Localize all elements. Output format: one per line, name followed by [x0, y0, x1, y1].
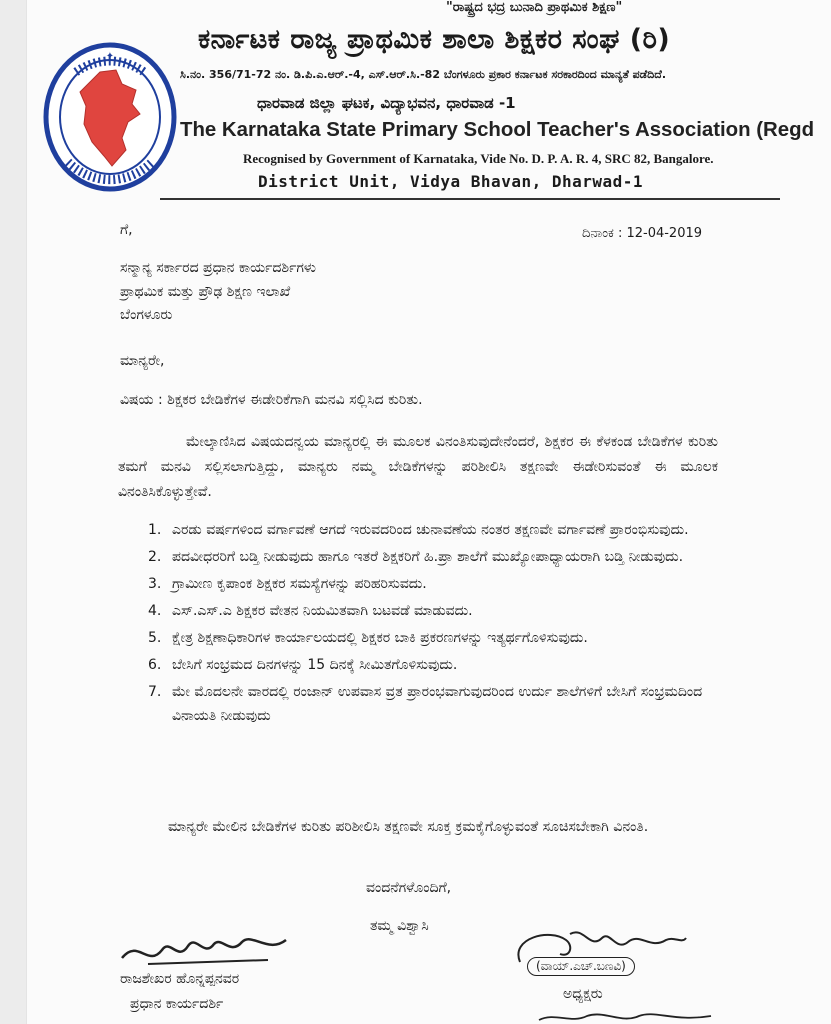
recognition-line: Recognised by Government of Karnataka, Vide No. D. P. A. R. 4, SRC 82, Bangalore.	[243, 151, 714, 166]
district-unit-english: District Unit, Vidya Bhavan, Dharwad-1	[258, 172, 644, 191]
salutation: ಮಾನ್ಯರೇ,	[120, 353, 165, 369]
address-line: ಬೆಂಗಳೂರು	[120, 307, 173, 323]
association-title-english: The Karnataka State Primary School Teacher's Association (Regd	[180, 119, 815, 141]
demand-number: 1.	[148, 522, 162, 538]
address-line: ಸನ್ಮಾನ್ಯ ಸರ್ಕಾರದ ಪ್ರಧಾನ ಕಾರ್ಯದರ್ಶಿಗಳು	[120, 260, 316, 276]
demand-item	[140, 545, 710, 569]
signatory-name: ರಾಜಶೇಖರ ಹೊನ್ನಪ್ಪನವರ	[120, 971, 240, 987]
association-logo	[42, 42, 178, 192]
president-designation: ಅಧ್ಯಕ್ಷರು	[563, 986, 603, 1002]
page-edge	[0, 0, 26, 1024]
registration-line-kannada: ಸಿ.ನಂ. 356/71-72 ನಂ. ಡಿ.ಪಿ.ಎ.ಆರ್.-4, ಎಸ್.ಆರ್.ಸಿ.-82 ಬೆಂಗಳೂರು ಪ್ರಕಾರ ಕರ್ನಾಟಕ ಸರಕಾರದಿಂದ ಮಾನ್ಯತೆ ಪಡೆದಿದೆ.	[180, 68, 666, 81]
demands-list	[140, 518, 710, 731]
handwritten-scrawl	[535, 1010, 715, 1024]
demand-number: 3.	[148, 576, 162, 592]
demand-item	[140, 572, 710, 596]
demand-text: ಗ್ರಾಮೀಣ ಕೃಪಾಂಕ ಶಿಕ್ಷಕರ ಸಮಸ್ಯೆಗಳನ್ನು ಪರಿಹರಿಸುವದು.	[172, 576, 427, 592]
demand-text: ಎರಡು ವರ್ಷಗಳಿಂದ ವರ್ಗಾವಣೆ ಆಗದೆ ಇರುವದರಿಂದ ಚುನಾವಣೆಯ ನಂತರ ತಕ್ಷಣವೇ ವರ್ಗಾವಣೆ ಪ್ರಾರಂಭಿಸುವುದು.	[172, 522, 689, 538]
demand-text: ಪದವೀಧರರಿಗೆ ಬಡ್ತಿ ನೀಡುವುದು ಹಾಗೂ ಇತರೆ ಶಿಕ್ಷಕರಿಗೆ ಹಿ.ಪ್ರಾ ಶಾಲೆಗೆ ಮುಖ್ಯೋಪಾಧ್ಯಾಯರಾಗಿ ಬಡ್ತಿ ನೀಡುವುದು.	[172, 549, 684, 565]
demand-number: 7.	[148, 684, 162, 700]
demand-text: ಕ್ಷೇತ್ರ ಶಿಕ್ಷಣಾಧಿಕಾರಿಗಳ ಕಾರ್ಯಾಲಯದಲ್ಲಿ ಶಿಕ್ಷಕರ ಬಾಕಿ ಪ್ರಕರಣಗಳನ್ನು ಇತ್ಯರ್ಥಗೊಳಿಸುವುದು.	[172, 630, 588, 646]
demand-item	[140, 680, 710, 728]
closing-paragraph: ಮಾನ್ಯರೇ ಮೇಲಿನ ಬೇಡಿಕೆಗಳ ಕುರಿತು ಪರಿಶೀಲಿಸಿ ತಕ್ಷಣವೇ ಸೂಕ್ತ ಕ್ರಮಕೈಗೊಳ್ಳುವಂತೆ ಸೂಚಿಸಬೇಕಾಗಿ ವಿನಂತಿ.	[168, 819, 649, 835]
demand-text: ಮೇ ಮೊದಲನೇ ವಾರದಲ್ಲಿ ರಂಜಾನ್ ಉಪವಾಸ ವ್ರತ ಪ್ರಾರಂಭವಾಗುವುದರಿಂದ ಉರ್ದು ಶಾಲೆಗಳಿಗೆ ಬೇಸಿಗೆ ಸಂಭ್ರಮದಿಂದ ವಿನಾಯತಿ ನೀಡುವುದು	[172, 684, 703, 724]
svg-text:✦: ✦	[105, 51, 115, 62]
yours-faithfully: ತಮ್ಮ ವಿಶ್ವಾಸಿ	[370, 918, 429, 934]
letter-date: ದಿನಾಂಕ : 12-04-2019	[582, 226, 703, 241]
subject-line: ವಿಷಯ : ಶಿಕ್ಷಕರ ಬೇಡಿಕೆಗಳ ಈಡೇರಿಕೆಗಾಗಿ ಮನವಿ ಸಲ್ಲಿಸಿದ ಕುರಿತು.	[120, 392, 423, 408]
address-line: ಪ್ರಾಥಮಿಕ ಮತ್ತು ಪ್ರೌಢ ಶಿಕ್ಷಣ ಇಲಾಖೆ	[120, 284, 291, 300]
header-divider	[160, 198, 780, 200]
demand-item	[140, 626, 710, 650]
demand-number: 6.	[148, 657, 162, 673]
demand-item	[140, 599, 710, 623]
signatory-designation: ಪ್ರಧಾನ ಕಾರ್ಯದರ್ಶಿ	[130, 996, 224, 1012]
demand-item	[140, 653, 710, 677]
district-unit-kannada: ಧಾರವಾಡ ಜಿಲ್ಲಾ ಘಟಕ, ವಿದ್ಯಾಭವನ, ಧಾರವಾಡ -1	[257, 94, 516, 112]
demand-text: ಎಸ್.ಎಸ್.ಎ ಶಿಕ್ಷಕರ ವೇತನ ನಿಯಮಿತವಾಗಿ ಬಟವಡೆ ಮಾಡುವದು.	[172, 603, 473, 619]
slogan: "ರಾಷ್ಟ್ರದ ಭದ್ರ ಬುನಾದಿ ಪ್ರಾಥಮಿಕ ಶಿಕ್ಷಣ"	[446, 0, 623, 15]
demand-number: 4.	[148, 603, 162, 619]
signature-left	[118, 928, 298, 974]
president-name-stamp: (ವಾಯ್.ಎಚ್.ಬಣವಿ)	[527, 957, 635, 976]
body-paragraph: ಮೇಲ್ಕಾಣಿಸಿದ ವಿಷಯದನ್ವಯ ಮಾನ್ಯರಲ್ಲಿ ಈ ಮೂಲಕ ವಿನಂತಿಸುವುದೇನೆಂದರೆ, ಶಿಕ್ಷಕರ ಈ ಕೆಳಕಂಡ ಬೇಡಿಕೆಗಳ ಕುರಿತು ತಮಗೆ ಮನವಿ ಸಲ್ಲಿಸಲಾಗುತ್ತಿದ್ದು, ಮಾನ್ಯರು ನಮ್ಮ ಬೇಡಿಕೆಗಳನ್ನು ಪರಿಶೀಲಿಸಿ ತಕ್ಷಣವೇ ಈಡೇರಿಸುವಂತೆ ಈ ಮೂಲಕ ವಿನಂತಿಸಿಕೊಳ್ಳುತ್ತೇವೆ.	[118, 434, 718, 500]
demand-item	[140, 518, 710, 542]
association-title-kannada: ಕರ್ನಾಟಕ ರಾಜ್ಯ ಪ್ರಾಥಮಿಕ ಶಾಲಾ ಶಿಕ್ಷಕರ ಸಂಘ (ರಿ)	[198, 24, 671, 55]
demand-number: 2.	[148, 549, 162, 565]
demand-text: ಬೇಸಿಗೆ ಸಂಭ್ರಮದ ದಿನಗಳನ್ನು 15 ದಿನಕ್ಕೆ ಸೀಮಿತಗೊಳಿಸುವುದು.	[172, 657, 458, 673]
regards-line: ವಂದನೆಗಳೊಂದಿಗೆ,	[366, 880, 452, 896]
recipient-prefix: ಗೆ,	[120, 222, 133, 238]
demand-number: 5.	[148, 630, 162, 646]
